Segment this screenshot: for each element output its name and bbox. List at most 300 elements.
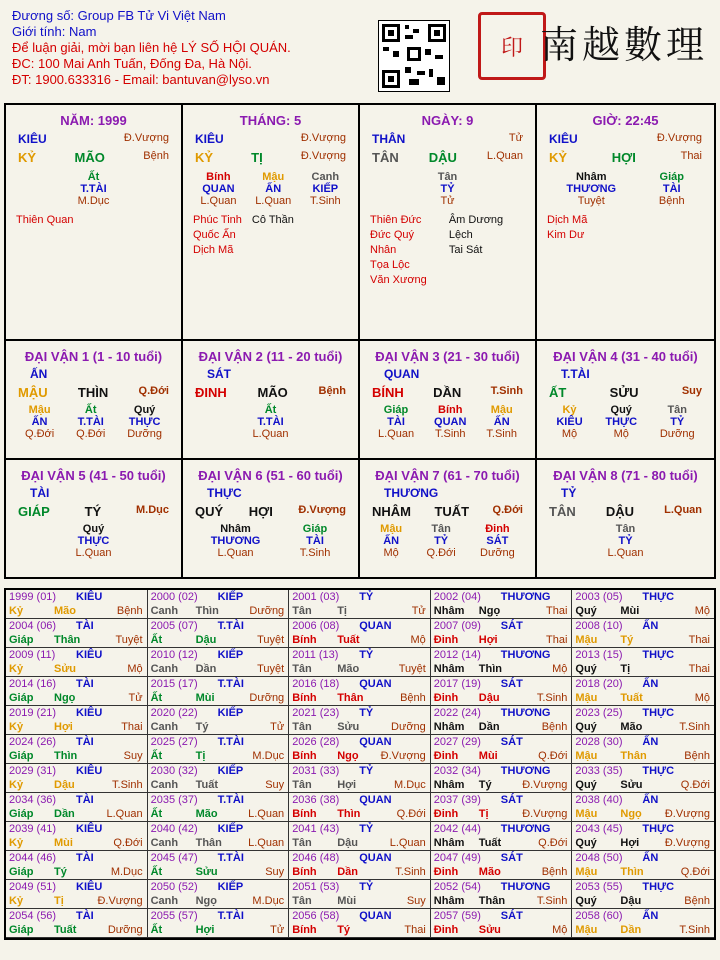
- year-god: THỰC: [642, 823, 675, 835]
- dai-van-stage: Q.Đới: [492, 504, 523, 516]
- year-stage: T.Sinh: [536, 692, 568, 704]
- dai-van-can: TÂN: [549, 504, 576, 519]
- year-label: 2004 (06): [9, 620, 57, 632]
- year-god: THỰC: [642, 591, 675, 603]
- dai-van-can: NHÂM: [372, 504, 411, 519]
- hidden-god: QUAN: [202, 183, 235, 195]
- dai-van-can-chi-row: [183, 504, 358, 519]
- year-cell: [148, 851, 290, 880]
- year-god: KIÊU: [76, 823, 103, 835]
- dai-van-stage: L.Quan: [664, 504, 702, 516]
- year-god: THỰC: [642, 707, 675, 719]
- hidden-god: THỰC: [77, 535, 110, 547]
- year-cell: [6, 590, 148, 619]
- dai-van-title: ĐẠI VẬN 8 (71 - 80 tuổi): [553, 468, 698, 483]
- hidden-stage: Q.Đới: [24, 428, 55, 440]
- year-chi: Dần: [620, 924, 642, 936]
- year-cell: [572, 880, 714, 909]
- hidden-can: Nhâm: [575, 171, 607, 183]
- year-god: KIẾP: [217, 649, 244, 661]
- year-god: ẤN: [642, 910, 659, 922]
- hidden-stem-col: [566, 171, 616, 207]
- year-god: T.TÀI: [217, 852, 244, 864]
- year-chi: Hợi: [337, 779, 357, 791]
- year-stage: T.Sinh: [679, 924, 710, 936]
- pillar-can-chi-row: [183, 150, 358, 165]
- star-item: Tai Sát: [448, 244, 483, 256]
- year-stage: Suy: [265, 866, 285, 878]
- dai-van-can-chi-row: [360, 504, 535, 519]
- year-cell: [6, 793, 148, 822]
- year-label: 2000 (02): [150, 591, 198, 603]
- hidden-can: Tân: [615, 523, 636, 535]
- hidden-god: THƯƠNG: [210, 535, 261, 547]
- hidden-stage: Mộ: [613, 428, 629, 440]
- year-can: Ất: [150, 634, 163, 646]
- year-label: 2032 (34): [433, 765, 481, 777]
- year-can: Tân: [292, 663, 312, 675]
- hidden-god: ẤN: [265, 183, 282, 195]
- year-cell: [148, 880, 290, 909]
- year-god: TỶ: [359, 823, 374, 835]
- year-can: Kỷ: [9, 721, 24, 733]
- star-item: Đức Quý Nhân: [370, 229, 415, 256]
- pillar-can-chi-row: [360, 150, 535, 165]
- year-stage: Đ.Vượng: [380, 750, 426, 762]
- pillar-cell: [183, 105, 360, 339]
- year-can: Ất: [150, 924, 163, 936]
- stars-block: [6, 207, 181, 228]
- year-can: Nhâm: [433, 663, 465, 675]
- year-label: 2054 (56): [9, 910, 57, 922]
- pillar-cell: [360, 105, 537, 339]
- year-label: 2003 (05): [575, 591, 623, 603]
- year-stage: Đ.Vượng: [522, 779, 568, 791]
- year-can: Đinh: [433, 924, 459, 936]
- dai-van-can: QUÝ: [195, 504, 224, 519]
- pillar-chi-stage: L.Quan: [486, 150, 523, 162]
- year-label: 1999 (01): [9, 591, 57, 603]
- year-stage: Thai: [121, 721, 143, 733]
- hidden-stem-col: [75, 523, 111, 559]
- hidden-god: THỰC: [128, 416, 161, 428]
- year-stage: L.Quan: [389, 837, 426, 849]
- year-label: 2018 (20): [575, 678, 623, 690]
- year-god: TỶ: [359, 649, 374, 661]
- hidden-stage: T.Sinh: [486, 428, 517, 440]
- dai-van-god: THƯƠNG: [384, 486, 439, 500]
- hidden-stage: L.Quan: [377, 428, 415, 440]
- hidden-can: Nhâm: [220, 523, 251, 535]
- year-stage: M.Dục: [110, 866, 143, 878]
- year-chi: Tuất: [195, 779, 218, 791]
- year-chi: Thìn: [620, 866, 644, 878]
- dai-van-can-chi-row: [183, 385, 358, 400]
- hidden-stage: Dưỡng: [659, 428, 695, 440]
- year-label: 2053 (55): [575, 881, 623, 893]
- year-god: T.TÀI: [217, 620, 244, 632]
- year-god: TỶ: [359, 765, 374, 777]
- hidden-stage: Dưỡng: [127, 428, 162, 440]
- year-can: Nhâm: [433, 605, 465, 617]
- pillar-title: NGÀY: 9: [421, 113, 474, 128]
- year-cell: [289, 706, 431, 735]
- year-cell: [6, 764, 148, 793]
- year-can: Canh: [150, 663, 179, 675]
- hidden-stem-col: [486, 404, 517, 440]
- year-can: Kỷ: [9, 779, 24, 791]
- dai-van-title: ĐẠI VẬN 2 (11 - 20 tuổi): [198, 349, 343, 364]
- dai-van-chi: TUẤT: [434, 504, 470, 519]
- star-item: Dịch Mã: [193, 244, 234, 256]
- hidden-can: Ất: [87, 171, 100, 183]
- hidden-god: TÀI: [387, 416, 405, 428]
- hidden-stage: Dưỡng: [480, 547, 515, 559]
- year-cell: [289, 648, 431, 677]
- year-cell: [289, 677, 431, 706]
- year-cell: [572, 735, 714, 764]
- year-label: 2046 (48): [292, 852, 340, 864]
- year-god: THƯƠNG: [500, 881, 551, 893]
- hidden-can: Giáp: [302, 523, 328, 535]
- year-chi: Mùi: [337, 895, 357, 907]
- year-label: 2016 (18): [292, 678, 340, 690]
- stars-block: [360, 207, 535, 288]
- year-cell: [431, 706, 573, 735]
- hidden-can: Tân: [437, 171, 458, 183]
- year-cell: [431, 822, 573, 851]
- dai-van-chi: DẬU: [605, 504, 634, 519]
- dai-van-cell: [6, 341, 183, 458]
- year-stage: T.Sinh: [679, 721, 710, 733]
- year-can: Nhâm: [433, 837, 465, 849]
- year-chi: Mão: [478, 866, 501, 878]
- year-chi: Tuất: [54, 924, 77, 936]
- hidden-stage: T.Sinh: [299, 547, 331, 559]
- year-label: 2051 (53): [292, 881, 340, 893]
- year-god: T.TÀI: [217, 910, 244, 922]
- pillar-cell: [6, 105, 183, 339]
- year-can: Bính: [292, 808, 317, 820]
- hidden-can: Mậu: [490, 404, 513, 416]
- year-god: ẤN: [642, 794, 659, 806]
- year-stage: Tuyệt: [257, 634, 285, 646]
- year-god: KIẾP: [217, 823, 244, 835]
- dai-van-stage: T.Sinh: [490, 385, 523, 397]
- hidden-stems: [360, 171, 535, 207]
- hidden-stage: L.Quan: [607, 547, 644, 559]
- dai-van-stage: Suy: [681, 385, 702, 397]
- year-can: Kỷ: [9, 605, 24, 617]
- pillar-god: KIÊU: [195, 132, 224, 146]
- year-label: 2026 (28): [292, 736, 340, 748]
- year-label: 2001 (03): [292, 591, 340, 603]
- pillar-god-row: [6, 132, 181, 146]
- hidden-can: Đinh: [485, 523, 510, 535]
- year-can: Giáp: [9, 692, 34, 704]
- hidden-stage: L.Quan: [217, 547, 254, 559]
- pillar-chi: MÃO: [74, 150, 105, 165]
- year-god: TÀI: [76, 910, 94, 922]
- year-god: ẤN: [642, 678, 659, 690]
- year-stage: M.Dục: [252, 750, 285, 762]
- year-god: KIẾP: [217, 591, 244, 603]
- year-god: KIÊU: [76, 881, 103, 893]
- hidden-stage: Mộ: [561, 428, 578, 440]
- year-chi: Mão: [620, 721, 643, 733]
- dai-van-hidden: [6, 404, 181, 440]
- year-can: Canh: [150, 721, 179, 733]
- dai-van-chi: THÌN: [77, 385, 109, 400]
- year-stage: T.Sinh: [112, 779, 143, 791]
- year-label: 2035 (37): [150, 794, 198, 806]
- year-cell: [289, 851, 431, 880]
- year-can: Nhâm: [433, 721, 465, 733]
- year-chi: Hợi: [54, 721, 73, 733]
- owner-line: Đương số: Group FB Tử Vi Việt Nam: [12, 8, 226, 23]
- year-god: KIÊU: [76, 707, 103, 719]
- hidden-can: Mậu: [380, 523, 403, 535]
- year-can: Ất: [150, 692, 163, 704]
- year-chi: Thìn: [478, 663, 503, 675]
- dai-van-cell: [360, 460, 537, 577]
- year-can: Quý: [575, 605, 597, 617]
- year-chi: Dần: [195, 663, 217, 675]
- pillar-stage: Tử: [508, 132, 523, 144]
- year-cell: [6, 706, 148, 735]
- year-stage: Q.Đới: [396, 808, 426, 820]
- year-can: Đinh: [433, 750, 459, 762]
- year-can: Đinh: [433, 866, 459, 878]
- year-cell: [289, 880, 431, 909]
- year-cell: [6, 822, 148, 851]
- year-chi: Mão: [337, 663, 360, 675]
- year-can: Giáp: [9, 808, 34, 820]
- year-chi: Hợi: [620, 837, 640, 849]
- year-cell: [6, 619, 148, 648]
- hidden-stems: [537, 171, 714, 207]
- dai-van-cell: [537, 460, 714, 577]
- year-cell: [289, 793, 431, 822]
- pillar-stage: Đ.Vượng: [656, 132, 702, 144]
- hidden-can: Giáp: [659, 171, 684, 183]
- year-label: 2010 (12): [150, 649, 198, 661]
- hidden-stem-col: [252, 404, 288, 440]
- hidden-god: THƯƠNG: [566, 183, 617, 195]
- year-stage: Tử: [411, 605, 426, 617]
- year-label: 2048 (50): [575, 852, 623, 864]
- year-god: TÀI: [76, 678, 94, 690]
- year-cell: [572, 677, 714, 706]
- year-god: TÀI: [76, 736, 94, 748]
- year-god: QUAN: [359, 736, 392, 748]
- year-label: 2009 (11): [9, 649, 56, 661]
- year-can: Tân: [292, 895, 312, 907]
- year-god: THƯƠNG: [500, 823, 551, 835]
- year-label: 2049 (51): [9, 881, 57, 893]
- year-god: THƯƠNG: [500, 649, 551, 661]
- pillar-chi: DẬU: [428, 150, 457, 165]
- year-chi: Tý: [195, 721, 209, 733]
- year-chi: Dậu: [478, 692, 500, 704]
- hidden-can: Giáp: [383, 404, 409, 416]
- dai-van-title: ĐẠI VẬN 5 (41 - 50 tuổi): [21, 468, 166, 483]
- year-can: Canh: [150, 605, 179, 617]
- year-can: Mậu: [575, 866, 598, 878]
- year-chi: Mão: [54, 605, 76, 617]
- year-chi: Thân: [337, 692, 364, 704]
- year-can: Canh: [150, 895, 179, 907]
- year-can: Giáp: [9, 750, 34, 762]
- year-can: Mậu: [575, 634, 598, 646]
- hidden-can: Quý: [133, 404, 156, 416]
- year-label: 2033 (35): [575, 765, 623, 777]
- hidden-can: Tân: [431, 523, 451, 535]
- year-can: Tân: [292, 605, 312, 617]
- dai-van-cell: [360, 341, 537, 458]
- year-stage: L.Quan: [248, 837, 285, 849]
- year-stage: M.Dục: [394, 779, 426, 791]
- year-cell: [289, 619, 431, 648]
- pillar-can-chi-row: [6, 150, 181, 165]
- year-cell: [6, 735, 148, 764]
- pillar-god: THÂN: [372, 132, 406, 146]
- dai-van-title: ĐẠI VẬN 4 (31 - 40 tuổi): [553, 349, 698, 364]
- year-stage: Tuyệt: [115, 634, 143, 646]
- year-stage: Mộ: [694, 605, 710, 617]
- year-god: THƯƠNG: [500, 591, 551, 603]
- star-item: Tọa Lộc: [370, 259, 410, 271]
- hidden-stem-col: [605, 404, 637, 440]
- year-label: 2014 (16): [9, 678, 57, 690]
- dai-van-stage: M.Dục: [135, 504, 169, 516]
- year-chi: Ngọ: [337, 750, 359, 762]
- year-stage: Mộ: [410, 634, 426, 646]
- dai-van-chi: DẦN: [433, 385, 462, 400]
- year-can: Quý: [575, 779, 597, 791]
- year-label: 2017 (19): [433, 678, 481, 690]
- year-label: 2005 (07): [150, 620, 198, 632]
- year-cell: [6, 880, 148, 909]
- stars-col-1: [193, 213, 242, 258]
- year-cell: [289, 909, 431, 938]
- phone-email-line: ĐT: 1900.633316 - Email: bantuvan@lyso.vn: [12, 72, 270, 87]
- year-label: 2050 (52): [150, 881, 198, 893]
- hidden-stem-col: [200, 171, 236, 207]
- year-label: 2006 (08): [292, 620, 340, 632]
- year-god: ẤN: [642, 852, 659, 864]
- pillar-god: KIÊU: [18, 132, 47, 146]
- year-god: QUAN: [359, 794, 392, 806]
- year-stage: Dưỡng: [391, 721, 426, 733]
- year-stage: Bệnh: [684, 895, 710, 907]
- dai-van-cell: [183, 460, 360, 577]
- hidden-god: T.TÀI: [77, 416, 104, 428]
- pillar-can: TÂN: [372, 150, 399, 165]
- year-cell: [148, 793, 290, 822]
- year-stage: Tử: [128, 692, 143, 704]
- year-label: 2025 (27): [150, 736, 198, 748]
- year-can: Mậu: [575, 924, 598, 936]
- year-stage: Dưỡng: [249, 605, 285, 617]
- dai-van-chi: TÝ: [84, 504, 102, 519]
- year-stage: L.Quan: [248, 808, 285, 820]
- hidden-stem-col: [607, 523, 643, 559]
- year-can: Kỷ: [9, 837, 24, 849]
- year-label: 2034 (36): [9, 794, 57, 806]
- year-stage: Bệnh: [541, 721, 568, 733]
- hidden-stem-col: [480, 523, 515, 559]
- dai-van-hidden: [360, 404, 535, 440]
- year-god: KIẾP: [217, 765, 244, 777]
- year-cell: [6, 909, 148, 938]
- year-label: 2002 (04): [433, 591, 481, 603]
- year-cell: [431, 880, 573, 909]
- dai-van-chi: SỬU: [609, 385, 639, 400]
- year-chi: Tý: [54, 866, 67, 878]
- year-can: Bính: [292, 924, 317, 936]
- hidden-stage: L.Quan: [255, 195, 292, 207]
- year-stage: Mộ: [552, 663, 568, 675]
- hidden-can: Kỷ: [562, 404, 577, 416]
- year-can: Đinh: [433, 634, 459, 646]
- hidden-stem-col: [438, 171, 458, 207]
- dai-van-can-chi-row: [6, 504, 181, 519]
- hidden-stem-col: [380, 523, 402, 559]
- year-can: Bính: [292, 634, 317, 646]
- year-stage: Bệnh: [400, 692, 426, 704]
- star-item: Thiên Quan: [16, 214, 74, 226]
- year-stage: Thai: [404, 924, 426, 936]
- year-label: 2019 (21): [9, 707, 57, 719]
- hidden-can: Bính: [206, 171, 231, 183]
- year-chi: Thân: [54, 634, 81, 646]
- star-item: Âm Dương Lệch: [448, 214, 504, 241]
- hidden-stem-col: [300, 523, 331, 559]
- year-cell: [431, 590, 573, 619]
- year-cell: [572, 851, 714, 880]
- dai-van-god: TỶ: [561, 486, 577, 500]
- year-can: Mậu: [575, 692, 598, 704]
- year-can: Quý: [575, 663, 597, 675]
- year-god: SÁT: [500, 736, 523, 748]
- year-cell: [431, 764, 573, 793]
- hidden-stems: [183, 171, 358, 207]
- year-label: 2008 (10): [575, 620, 623, 632]
- year-can: Bính: [292, 866, 317, 878]
- four-pillars-grid: [4, 103, 716, 341]
- year-god: SÁT: [500, 620, 523, 632]
- year-chi: Thân: [195, 837, 222, 849]
- year-stage: Mộ: [552, 924, 568, 936]
- year-cell: [572, 764, 714, 793]
- hidden-stage: Bệnh: [658, 195, 685, 207]
- year-chi: Mùi: [478, 750, 498, 762]
- pillar-chi-stage: Thai: [680, 150, 702, 162]
- year-chi: Tuất: [478, 837, 502, 849]
- dai-van-can: ẤT: [549, 385, 567, 400]
- hidden-stage: L.Quan: [200, 195, 237, 207]
- year-cell: [431, 619, 573, 648]
- year-chi: Tị: [620, 663, 631, 675]
- year-cell: [289, 735, 431, 764]
- hidden-stage: Q.Đới: [426, 547, 456, 559]
- hidden-stage: L.Quan: [252, 428, 289, 440]
- pillar-title: NĂM: 1999: [60, 113, 127, 128]
- hidden-can: Bính: [438, 404, 463, 416]
- year-chi: Thìn: [54, 750, 78, 762]
- dai-van-title: ĐẠI VẬN 3 (21 - 30 tuổi): [375, 349, 520, 364]
